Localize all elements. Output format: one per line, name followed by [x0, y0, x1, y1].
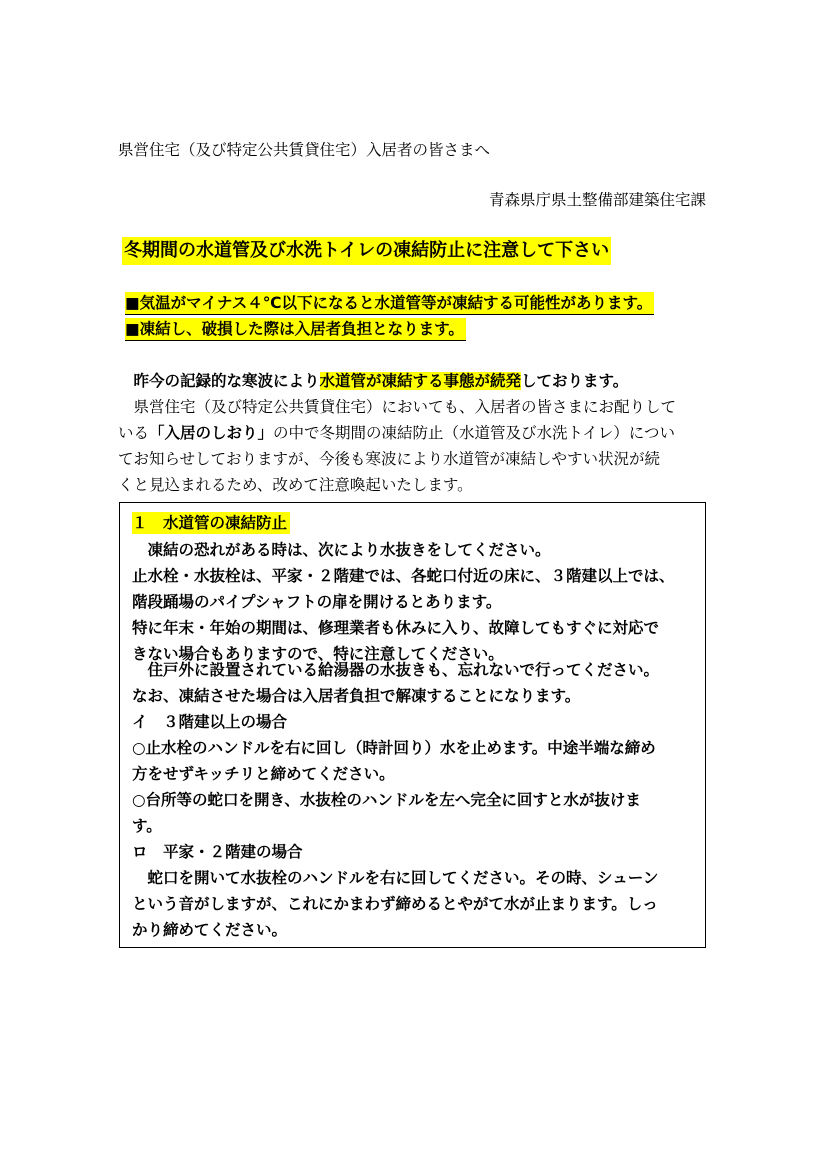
section-line: かり締めてください。	[132, 921, 288, 939]
section-line: ○台所等の蛇口を開き、水抜栓のハンドルを左へ完全に回すと水が抜けま	[132, 791, 641, 809]
section-line: 止水栓・水抜栓は、平家・２階建では、各蛇口付近の床に、３階建以上では、	[132, 567, 675, 585]
sender-department: 青森県庁県土整備部建築住宅課	[488, 191, 706, 209]
section-line: きない場合もありますので、特に注意してください。	[132, 645, 504, 663]
intro-line-1	[118, 368, 713, 394]
section-line: 階段踊場のパイプシャフトの扉を開けるとあります。	[132, 593, 502, 611]
intro-line-3	[118, 420, 713, 446]
warning-freezing-temperature: ■気温がマイナス４℃以下になると水道管等が凍結する可能性があります。	[125, 292, 654, 315]
section-line: ○止水栓のハンドルを右に回し（時計回り）水を止めます。中途半端な締め	[132, 739, 656, 757]
section-line: なお、凍結させた場合は入居者負担で解凍することになります。	[132, 687, 581, 705]
intro-line-3-start: いる	[118, 424, 150, 442]
intro-highlight: 水道管が凍結する事態が続発	[319, 372, 522, 390]
subheading-single-two-story: ロ 平家・２階建の場合	[132, 843, 303, 861]
section-line: 蛇口を開いて水抜栓のハンドルを右に回してください。その時、シューン	[132, 869, 659, 887]
section-line: という音がしますが、これにかまわず締めるとやがて水が止まります。しっ	[132, 895, 658, 913]
intro-line-3-end: の中で冬期間の凍結防止（水道管及び水洗トイレ）につい	[273, 424, 675, 442]
intro-line-2: 県営住宅（及び特定公共賃貸住宅）においても、入居者の皆さまにお配りして	[118, 398, 677, 416]
section-line: 方をせずキッチリと締めてください。	[132, 765, 395, 783]
intro-guide-name: 「入居のしおり」	[149, 424, 274, 442]
warning-resident-cost: ■凍結し、破損した際は入居者負担となります。	[125, 318, 466, 341]
section-line: 凍結の恐れがある時は、次により水抜きをしてください。	[132, 541, 551, 559]
intro-line-4: てお知らせしておりますが、今後も寒波により水道管が凍結しやすい状況が続	[118, 450, 661, 468]
subheading-three-story: イ ３階建以上の場合	[132, 713, 288, 731]
notice-title: 冬期間の水道管及び水洗トイレの凍結防止に注意して下さい	[122, 237, 611, 265]
intro-line-1-end: しております。	[521, 372, 629, 390]
section-heading: １ 水道管の凍結防止	[132, 512, 290, 534]
addressee: 県営住宅（及び特定公共賃貸住宅）入居者の皆さまへ	[118, 141, 491, 159]
section-line: 特に年末・年始の期間は、修理業者も休みに入り、故障してもすぐに対応で	[132, 619, 660, 637]
section-line: 住戸外に設置されている給湯器の水抜きも、忘れないで行ってください。	[132, 661, 660, 679]
section-line: す。	[132, 817, 162, 835]
intro-line-1-start: 昨今の記録的な寒波により	[118, 372, 320, 390]
pipe-freeze-prevention-box	[119, 502, 706, 948]
intro-line-5: くと見込まれるため、改めて注意喚起いたします。	[118, 476, 473, 494]
